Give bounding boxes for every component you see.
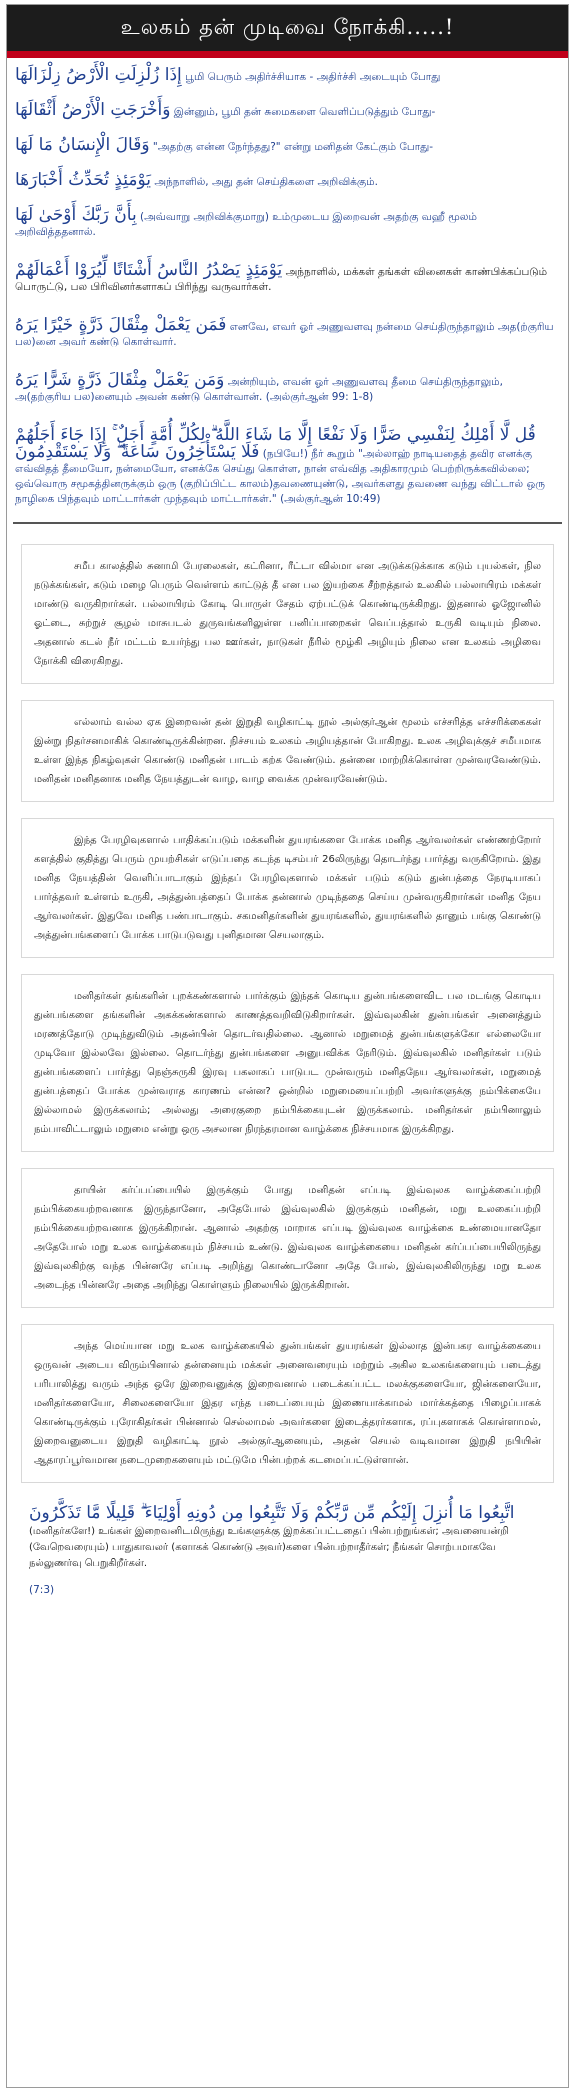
arabic-verse: وَمَن يَعْمَلْ مِثْقَالَ ذَرَّةٍ شَرًّا يَرَهُ	[15, 370, 225, 390]
article-paragraph	[21, 974, 554, 1152]
paragraph-text: தாயின் கர்ப்பப்பையில் இருக்கும் போது மனிதன் எப்படி இவ்வுலக வாழ்க்கைப்பற்றி நம்பிக்கையற்றவனாக இருந்தானோ, அதேபோல் இவ்வுலகில் இருக்கும் மனிதன், மறு உலகைப்பற்றி நம்பிக்கையற்றவனாக இருக்கிறான். ஆனால் அதற்கு மாறாக எப்படி இவ்வுலக வாழ்க்கை உண்மையானதோ அதேபோல் மறு உலக வாழ்க்கையும் நிச்சயம் உண்டு. இவ்வுலக வாழ்க்கையை மனிதன் கர்ப்பப்பையிலிருந்து இவ்வுலகிற்கு வந்த பின்னரே எப்படி அறிந்து கொண்டானோ அதே போல், இவ்வுலகிலிருந்து மறு உலக அடைந்த பின்னரே அதை அறிந்து கொள்ளும் நிலையில் இருக்கிறான்.	[34, 1185, 541, 1291]
verse-row	[7, 62, 568, 90]
verse-row	[7, 195, 568, 245]
title-banner	[7, 5, 568, 58]
verse-translation: அந்நாளில், அது தன் செய்திகளை அறிவிக்கும்.	[154, 176, 378, 188]
verse-row	[7, 125, 568, 160]
article-paragraph	[21, 700, 554, 802]
verse-translation: "அதற்கு என்ன நேர்ந்தது?" என்று மனிதன் கேட்கும் போது-	[152, 141, 434, 153]
arabic-verse: بِأَنَّ رَبَّكَ أَوْحَىٰ لَهَا	[15, 205, 137, 225]
verse-row	[7, 90, 568, 125]
verse-translation: (மனிதர்களே!) உங்கள் இறைவனிடமிருந்து உங்களுக்கு இறக்கப்பட்டதைப் பின்பற்றுங்கள்; அவனையன்றி (வேறெவரையும்) பாதுகாவலர் (களாகக் கொண்டு அவர்)களை பின்பற்றாதீர்கள்; நீங்கள் சொற்பமாகவே நல்லுணர்வு பெறுகிறீர்கள்.	[29, 1526, 509, 1569]
paragraph-text: அந்த மெய்யான மறு உலக வாழ்க்கையில் துன்பங்கள் துயரங்கள் இல்லாத இன்பகர வாழ்க்கையை ஒருவன் அடைய விரும்பினால் தன்னையும் மக்கள் அனைவரையும் மற்றும் அகில உலகங்களையும் படைத்து பரிபாலித்து வரும் அந்த ஒரே இறைவனுக்கு இறைவனால் படைக்கப்பட்ட மலக்குகளையோ, ஜின்களையோ, மனிதர்களையோ, சிலைகளையோ இதர எந்த படைப்பையும் இணையாக்காமல் மார்க்கத்தை பிழைப்பாகக் கொண்டிருக்கும் புரோகிதர்கள் பின்னால் செல்லாமல் அவர்களை இடைத்தரர்களாக, ரப்புகளாகக் கொள்ளாமல், இறைவனுடைய இறுதி வழிகாட்டி நூல் அல்குர்ஆனையும், அதன் செயல் வடிவமான இறுதி நபியின் ஆதாரப்பூர்வமான நடைமுறைகளையும் மட்டுமே பின்பற்றக் கடமைப்பட்டுள்ளான்.	[34, 1341, 541, 1466]
paragraph-text: மனிதர்கள் தங்களின் புறக்கண்களால் பார்க்கும் இந்தக் கொடிய துன்பங்களைவிட பல மடங்கு கொடிய துன்பங்களை தங்களின் அகக்கண்களால் காணத்தவறிவிடுகிறார்கள். இவ்வுலகின் துன்பங்கள் அனைத்தும் மரணத்தோடு முடிந்துவிடும் அதன்பின் தொடர்வதில்லை. ஆனால் மறுமைத் துன்பங்களுக்கோ எல்லையோ முடிவோ இல்லவே இல்லை. தொடர்ந்து துன்பங்களை அனுபவிக்க நேரிடும். இவ்வுலகில் மனிதர்கள் படும் துன்பங்களைப் பார்த்து நெஞ்சுருகி இரவு பகலாகப் பாடுபட முன்வரும் மனிதநேய ஆர்வலர்கள், மறுமைத் துன்பத்தைப் போக்க முன்வராத காரணம் என்ன? ஒன்றில் மறுமையைப்பற்றி அவர்களுக்கு நம்பிக்கையே இல்லாமல் இருக்கலாம்; அல்லது அரைகுறை நம்பிக்கையுடன் இருக்கலாம். மனிதர்கள் நம்பினாலும் நம்பாவிட்டாலும் மறுமை என்று ஒரு அசலான நிரந்தரமான வாழ்க்கை நிச்சயமாக இருக்கிறது.	[34, 991, 541, 1135]
verse-row	[7, 245, 568, 300]
arabic-verse: يَوْمَئِذٍ تُحَدِّثُ أَخْبَارَهَا	[15, 170, 152, 190]
verse-translation: அந்நாளில், மக்கள் தங்கள் வினைகள் காண்பிக்கப்படும் பொருட்டு, பல பிரிவினர்களாகப் பிரிந்து வருவார்கள்.	[15, 266, 548, 293]
verse-translation: எனவே, எவர் ஓர் அணுவளவு நன்மை செய்திருந்தாலும் அத(ற்குரிய பல)னை அவர் கண்டு கொள்வார்.	[15, 321, 554, 348]
verse-translation: இன்னும், பூமி தன் சுமைகளை வெளிப்படுத்தும் போது-	[173, 106, 436, 118]
arabic-verse: وَقَالَ الْإِنسَانُ مَا لَهَا	[15, 135, 150, 155]
verse-translation: (அவ்வாறு அறிவிக்குமாறு) உம்முடைய இறைவன் அதற்கு வஹீ மூலம் அறிவித்ததனால்.	[15, 211, 477, 238]
paragraph-text: சமீப காலத்தில் சுனாமி பேரலைகள், கட்ரினா, ரீட்டா வில்மா என அடுக்கடுக்காக கடும் புயல்கள், நில நடுக்கங்கள், கடும் மழை பெரும் வெள்ளம் காட்டுத் தீ என பல இயற்கை சீற்றத்தால் உலகில் பல்லாயிரம் மக்கள் மாண்டு வருகிறார்கள். பல்லாயிரம் கோடி பொருள் சேதம் ஏற்பட்டுக் கொண்டிருக்கிறது. இதனால் ஓஜோனில் ஓட்டை, சுற்றுச் சூழல் மாசுபடல் துருவங்களிலுள்ள பனிப்பாறைகள் வெப்பத்தால் உருகி வடியும் நிலை. அதனால் கடல் நீர் மட்டம் உயர்ந்து பல ஊர்கள், நாடுகள் நீரில் மூழ்கி அழியும் நிலை என உலகம் அழிவை நோக்கி விரைகிறது.	[34, 561, 541, 667]
page-title: உலகம் தன் முடிவை நோக்கி.....!	[120, 14, 455, 39]
verse-translation: (நபியே!) நீர் கூறும் "அல்லாஹ் நாடியதைத் தவிர எனக்கு எவ்விதத் தீமையோ, நன்மையோ, எனக்கே செய்து கொள்ள, நான் எவ்வித அதிகாரமும் பெற்றிருக்கவில்லை; ஒவ்வொரு சமூகத்தினருக்கும் ஒரு (குறிப்பிட்ட காலம்)தவணையுண்டு, அவர்களது தவணை வந்து விட்டால் ஒரு நாழிகை பிந்தவும் மாட்டார்கள் முந்தவும் மாட்டார்கள்." (அல்குர்ஆன் 10:49)	[15, 448, 545, 505]
verse-translation: அன்றியும், எவன் ஓர் அணுவளவு தீமை செய்திருந்தாலும், அ(தற்குரிய பல)னையும் அவன் கண்டு கொள்வான். (அல்குர்ஆன் 99: 1-8)	[15, 376, 503, 403]
verse-row	[7, 355, 568, 410]
arabic-verse: إِذَا زُلْزِلَتِ الْأَرْضُ زِلْزَالَهَا	[15, 65, 182, 85]
closing-verse	[21, 1497, 554, 1602]
verse-translation: பூமி பெரும் அதிர்ச்சியாக - அதிர்ச்சி அடையும் போது	[185, 71, 441, 83]
arabic-verse: قُل لَّا أَمْلِكُ لِنَفْسِي ضَرًّا وَلَا نَفْعًا إِلَّا مَا شَاءَ اللَّهُ ۗ لِكُلِّ أُمَّةٍ أَجَلٌ ۚ إِذَا جَاءَ أَجَلُهُمْ فَلَا يَسْتَأْخِرُونَ سَاعَةً ۖ وَلَا يَسْتَقْدِمُونَ	[15, 425, 536, 462]
arabic-verse: اتَّبِعُوا مَا أُنزِلَ إِلَيْكُم مِّن رَّبِّكُمْ وَلَا تَتَّبِعُوا مِن دُونِهِ أَوْلِيَاءَ ۗ قَلِيلًا مَّا تَذَكَّرُونَ	[29, 1503, 515, 1523]
verse-row	[7, 300, 568, 355]
verse-row	[7, 160, 568, 195]
article-paragraph	[21, 818, 554, 958]
article-frame	[6, 4, 569, 2088]
arabic-verse: فَمَن يَعْمَلْ مِثْقَالَ ذَرَّةٍ خَيْرًا يَرَهُ	[15, 315, 227, 335]
article-paragraph	[21, 1324, 554, 1483]
paragraph-text: எல்லாம் வல்ல ஏக இறைவன் தன் இறுதி வழிகாட்டி நூல் அல்குர்ஆன் மூலம் எச்சரித்த எச்சரிக்கைகள் இன்று நிதர்சனமாகிக் கொண்டிருக்கின்றன. நிச்சயம் உலகம் அழியத்தான் போகிறது. உலக அழிவுக்குச் சமீபமாக உள்ள இந்த நிகழ்வுகள் கொண்டு மனிதன் பாடம் கற்க வேண்டும். தன்னை மாற்றிக்கொள்ள முன்வரவேண்டும். மனிதன் மனிதனாக மனித நேயத்துடன் வாழ, வாழ வைக்க முன்வரவேண்டும்.	[34, 717, 541, 785]
article-paragraph	[21, 544, 554, 684]
arabic-verse: وَأَخْرَجَتِ الْأَرْضُ أَثْقَالَهَا	[15, 100, 171, 120]
verse-list	[7, 58, 568, 512]
verse-row	[7, 410, 568, 512]
article-paragraph	[21, 1168, 554, 1308]
verse-reference: (7:3)	[29, 1584, 55, 1596]
arabic-verse: يَوْمَئِذٍ يَصْدُرُ النَّاسُ أَشْتَاتًا لِّيُرَوْا أَعْمَالَهُمْ	[15, 260, 283, 280]
section-divider	[13, 522, 562, 524]
paragraph-text: இந்த பேரழிவுகளால் பாதிக்கப்படும் மக்களின் துயரங்களை போக்க மனித ஆர்வலர்கள் எண்ணற்றோர் களத்தில் குதித்து பெரும் முயற்சிகள் எடுப்பதை கடந்த டிசம்பர் 26லிருந்து தொடர்ந்து பார்த்து வருகிறோம். இது மனித நேயத்தின் வெளிப்பாடாகும் இந்தப் பேரழிவுகளால் மக்கள் படும் கடும் துன்பத்தை நேரடியாகப் பார்த்தவர் உள்ளம் உருகி, அத்துன்பத்தைப் போக்க தன்னால் முடிந்ததை செய்ய முன்வருகிறார்கள் மனித நேய ஆர்வலர்கள். இதுவே மனித பண்பாடாகும். சகமனிதர்களின் துயரங்களில், துயரங்களில் தானும் பங்கு கொண்டு அத்துன்பங்களைப் போக்க பாடுபடுவது புனிதமான செயலாகும்.	[34, 835, 541, 941]
